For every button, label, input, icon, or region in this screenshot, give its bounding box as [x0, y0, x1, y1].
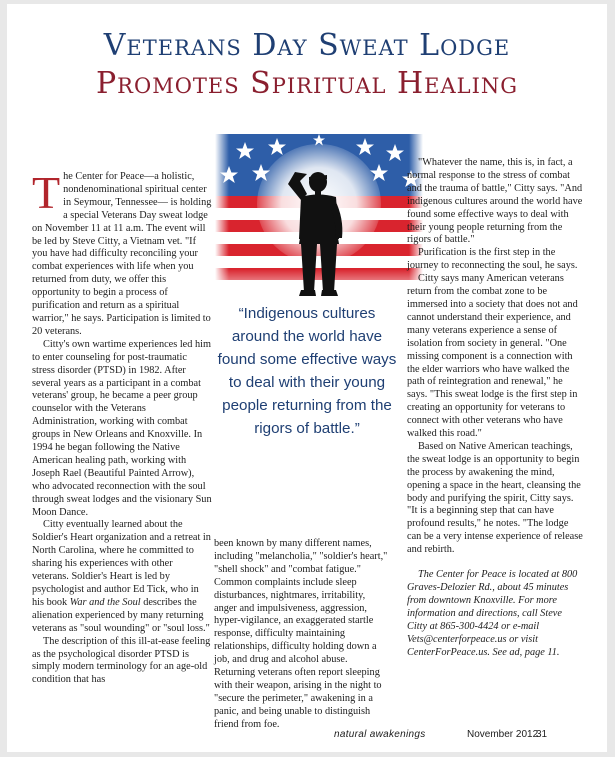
article-column-1: [32, 167, 212, 687]
pull-quote: “Indigenous cultures around the world have found some effective ways to deal with their young people returning from the rigors of battle.”: [217, 305, 397, 437]
paragraph: Citty's own wartime experiences led him to enter counseling for post-traumatic stress disorder (PTSD) in 1982. After several years as a participant in a combat veterans' group, he became a peer group counselor with the Veterans Administration, working with combat groups in New Orleans and Knoxville. In 1994 he began following the Native American healing path, working with Joseph Rael (Beautiful Painted Arrow), who advocated reconnection with the soul through sweat lodges and the visionary Sun Moon Dance.: [32, 338, 212, 518]
contact-info-paragraph: The Center for Peace is located at 800 Graves-Delozier Rd., about 45 minutes from downtown Knoxville. For more information and directions, call Steve Citty at 865-300-4424 or e-mail Vets@centerforpeace.us or visit CenterForPeace.us. See ad, page 11.: [407, 569, 578, 658]
paragraph: Based on Native American teachings, the sweat lodge is an opportunity to begin the process by awakening the mind, opening a space in the heart, cleansing the body and purifying the spirit, Citty says. "It is a beginning step that can have profound results," he notes. "The lodge can be a very intense experience of release and rebirth.: [407, 440, 583, 556]
footer-page-number: 31: [536, 729, 548, 740]
article-title-line1: Veterans Day Sweat Lodge: [103, 28, 511, 63]
book-title: War and the Soul: [69, 596, 141, 608]
saluting-soldier-flag-illustration: [215, 134, 423, 299]
article-column-3: [407, 157, 583, 659]
paragraph: been known by many different names, including "melancholia," "soldier's heart," "shell shock" and "combat fatigue." Common complaints include sleep disturbances, nightmares, irritability, anger and impulsiveness, aggression, hyper-vigilance, an exaggerated startle response, difficulty maintaining relationships, difficulty holding down a job, and drug and alcohol abuse. Returning veterans often report sleeping with their weapon, arising in the night to "secure the perimeter," awakening in a panic, and being unable to distinguish friend from foe.: [214, 538, 388, 730]
paragraph: Citty eventually learned about the Soldier's Heart organization and a retreat in North Carolina, where he committed to sharing his experiences with other veterans. Soldier's Heart is led by psychologist and author Ed Tick, who in his book War and the Soul describes the alienation experienced by many returning veterans as "soul wounding" or "soul loss.": [32, 519, 211, 634]
footer-issue-date: November 2012: [467, 729, 539, 740]
footer-magazine-name: natural awakenings: [334, 729, 426, 740]
paragraph: The Center for Peace—a holistic, nondenominational spiritual center in Seymour, Tennessee— is holding a special Veterans Day sweat lodge on November 11 at 11 a.m. The event will be led by Steve Citty, a Vietnam vet. "If you have had difficulty reconciling your combat experiences with life when you returned from duty, we offer this opportunity to begin a process of purification and return as a spiritual warrior," he says. Participation is limited to 20 veterans.: [32, 167, 212, 337]
paragraph: The description of this ill-at-ease feeling as the psychological disorder PTSD is simply modern terminology for an age-old condition that has: [32, 635, 211, 686]
article-column-2: [214, 538, 389, 732]
paragraph: "Whatever the name, this is, in fact, a normal response to the stress of combat and the trauma of battle," Citty says. "And indigenous cultures around the world have found some effective ways to deal with their young people returning from the rigors of battle.": [407, 157, 583, 246]
paragraph: Citty says many American veterans return from the combat zone to be immersed into a society that does not and cannot understand their experience, and many veterans experience a sense of isolation from society in general. "One missing component is a connection with the elder warriors who have walked the path of reintegration and renewal," he says. "This sweat lodge is the first step in creating an opportunity for veterans to connect with other veterans who have walked this road.": [407, 273, 578, 440]
drop-cap: T: [32, 167, 61, 218]
paragraph: Purification is the first step in the journey to reconnecting the soul, he says.: [407, 247, 578, 272]
magazine-page: [7, 4, 607, 752]
article-title-line2: Promotes Spiritual Healing: [95, 66, 519, 101]
